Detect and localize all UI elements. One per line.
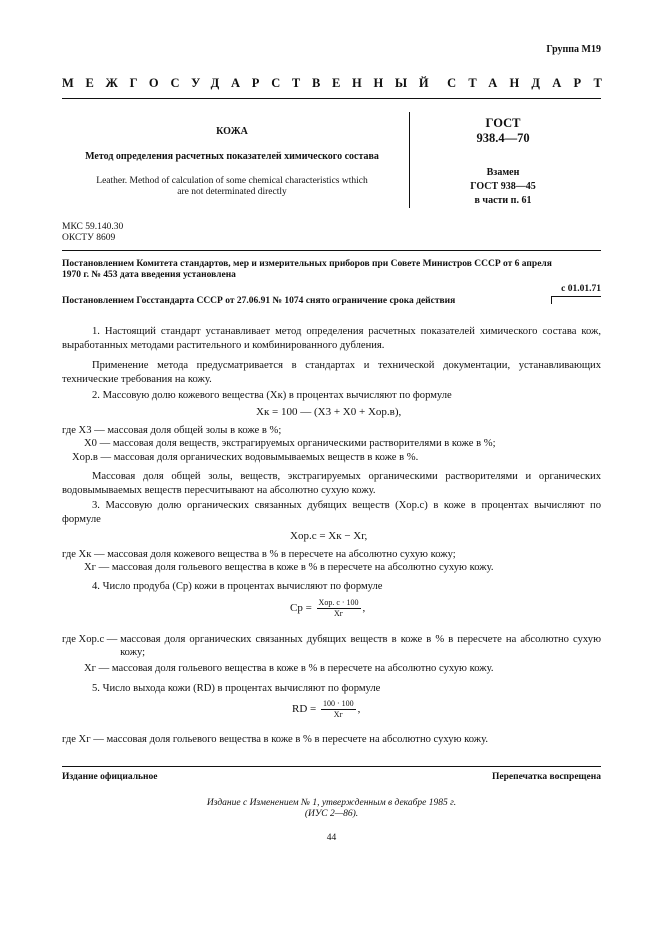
gost-code [418,116,588,146]
legend-2a-text: массовая доля общей золы в коже в %; [107,425,282,436]
legend-2c-text: массовая доля органических водовымываемых веществ в коже в %. [113,451,419,463]
gost-code-line1: ГОСТ [485,116,521,130]
legend-3b-symbol: Xг — [84,562,110,574]
legend-3a-text: массовая доля кожевого вещества в % в пересчете на абсолютно сухую кожу; [107,549,456,560]
okstu-code: ОКСТУ 8609 [62,233,116,243]
page-number: 44 [326,833,337,843]
paragraph-3: 3. Массовую долю органических связанных дубящих веществ (Xор.с) в коже в процентах вычисляют по формуле [62,500,601,525]
gost-replaces [418,166,588,208]
formula-4-fraction [317,598,361,619]
edition-note-line2: (ИУС 2—86). [304,809,359,819]
paragraph-5: 5. Число выхода кожи (RD) в процентах вычисляют по формуле [92,683,381,694]
gost-code-line2: 938.4—70 [476,131,530,145]
doc-subtitle-en-line1: Leather. Method of calculation of some chemical characteristics wthich [96,176,368,186]
legend-2c-symbol: Xор.в — [72,451,112,463]
title-divider [409,112,410,208]
legend-2b-symbol: X0 — [84,438,111,450]
legend-4 [62,633,601,675]
legend-2 [62,424,601,464]
legend-3a-symbol: где Xк — [62,549,105,560]
legend-4a-symbol: где Xор.с — [62,634,118,645]
legend-4b-symbol: Xг — [84,662,110,674]
legend-2b-text: массовая доля веществ, экстрагируемых органическими растворителями в коже в %; [112,438,496,450]
decree-date-rule [551,296,601,297]
formula-4 [290,598,365,619]
paragraph-2: 2. Массовую долю кожевого вещества (Xк) в процентах вычисляют по формуле [92,390,452,401]
formula-4-numerator: Xор. с · 100 [318,598,359,607]
banner-rule [62,98,601,99]
paragraph-2b: Массовая доля общей золы, веществ, экстрагируемых органическими растворителями и органических водовымываемых веществ пересчитывают на абсолютно сухую кожу. [62,471,601,496]
doc-subtitle: Метод определения расчетных показателей химического состава [85,151,379,162]
decree-line3: Постановлением Госстандарта СССР от 27.06.91 № 1074 снято ограничение срока действия [62,296,456,306]
legend-3b-text: массовая доля гольевого вещества в коже в % в пересчете на абсолютно сухую кожу. [111,562,494,574]
paragraph-4: 4. Число продуба (Cp) кожи в процентах вычисляют по формуле [92,581,383,592]
legend-4a-text: массовая доля органических связанных дубящих веществ в коже в % в пересчете на абсолютно сухую кожу; [120,634,601,659]
paragraph-1: 1. Настоящий стандарт устанавливает метод определения расчетных показателей химического состава кож, выработанных методами растительного и комбинированного дубления. [62,326,601,351]
formula-5-lhs: RD = [292,703,317,716]
edition-note-line1: Издание с Изменением № 1, утвержденным в декабре 1985 г. [206,798,457,808]
formula-5-numerator: 100 · 100 [322,699,354,708]
classification [62,222,123,244]
paragraph-1b: Применение метода предусматривается в стандартах и технической документации, устанавливающих технические требования на кожу. [62,360,601,385]
gost-replaces-line2: ГОСТ 938—45 [470,181,536,192]
decree-date-tick [551,296,552,304]
legend-5-text: массовая доля гольевого вещества в коже в % в пересчете на абсолютно сухую кожу. [106,734,489,745]
banner-left: МЕЖГОСУДАРСТВЕННЫЙ [62,76,441,90]
legend-5-symbol: где Xг — [62,734,104,745]
formula-5-fraction [321,699,356,720]
gost-replaces-line3: в части п. 61 [474,195,532,206]
doc-subtitle-en [62,176,402,198]
group-label: Группа М19 [546,44,601,55]
legend-5 [62,733,601,746]
decree-date: с 01.01.71 [561,284,601,294]
legend-3 [62,548,601,575]
legend-4b-text: массовая доля гольевого вещества в коже в % в пересчете на абсолютно сухую кожу. [111,662,494,674]
decree-block [62,259,601,281]
formula-2: Xк = 100 — (X3 + X0 + Xор.в), [256,406,402,418]
decree-line1: Постановлением Комитета стандартов, мер и измерительных приборов при Совете Министров СССР от 6 апреля [62,259,552,269]
doc-title: КОЖА [216,126,248,137]
decree-line2: 1970 г. № 453 дата введения установлена [62,270,236,280]
doc-subtitle-en-line2: are not determinated directly [177,187,287,197]
footer-official: Издание официальное [62,772,158,782]
formula-4-tail: , [362,602,366,615]
classification-rule [62,250,601,251]
banner-right: СТАНДАРТ [447,76,614,90]
formula-5-denominator: Xг [333,710,343,719]
legend-2a-symbol: где X3 — [62,425,105,436]
formula-5-tail: , [357,703,361,716]
mks-code: МКС 59.140.30 [62,222,124,232]
formula-3: Xор.с = Xк − Xг, [290,530,368,542]
edition-note [62,798,601,820]
standard-banner [62,76,614,91]
formula-5 [292,699,360,720]
gost-replaces-line1: Взамен [486,167,520,178]
formula-4-denominator: Xг [334,609,344,618]
footer-reprint: Перепечатка воспрещена [491,772,601,782]
formula-4-lhs: Cp = [290,602,312,615]
footer-rule [62,766,601,767]
